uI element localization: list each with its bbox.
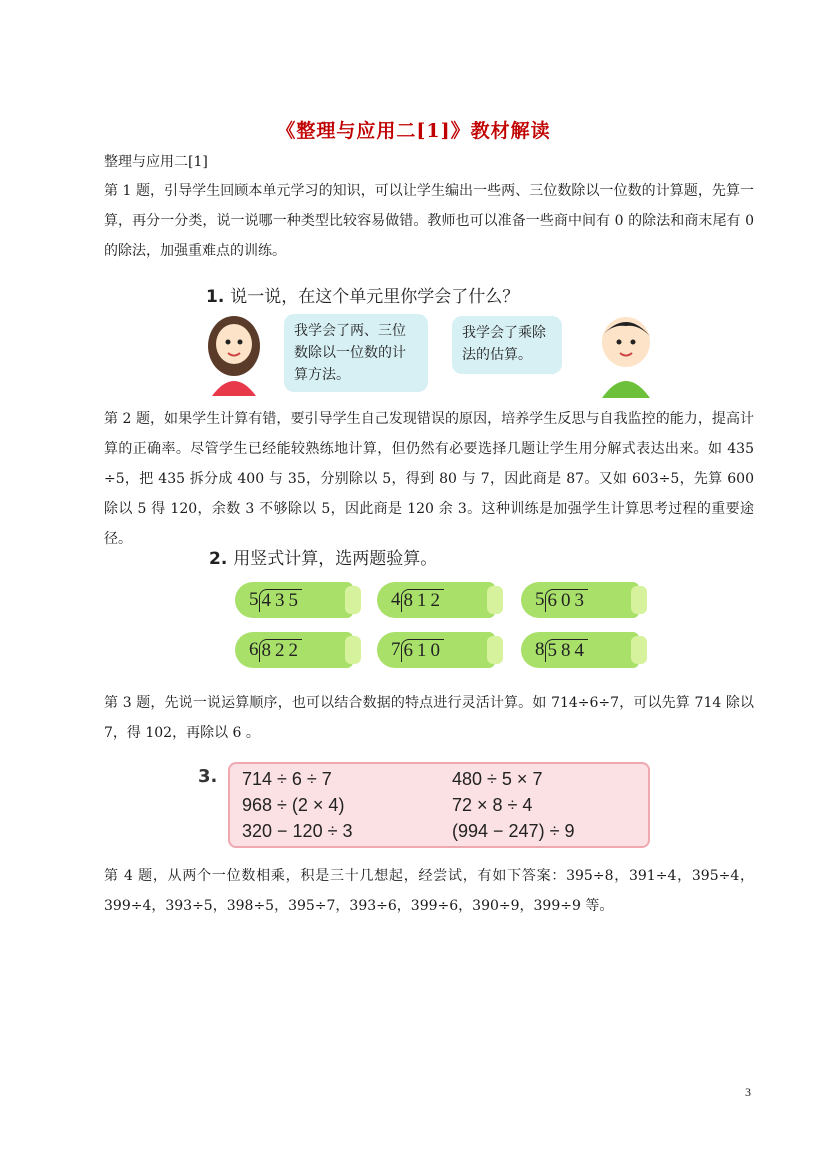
page-title: 《整理与应用二[1]》教材解读: [276, 120, 551, 142]
figure-1-title: 说一说，在这个单元里你学会了什么？: [230, 287, 520, 307]
page-number: 3: [745, 1085, 751, 1099]
paragraph-q4: 第 4 题，从两个一位数相乘，积是三十几想起，经尝试，有如下答案：395÷8，391÷4，395÷4，399÷4，393÷5，398÷5，395÷7，393÷6，399÷6，390÷9，399÷9 等。: [104, 868, 754, 914]
figure-2-number: 2.: [209, 549, 228, 569]
boy-speech-bubble: 我学会了乘除法的估算。: [452, 316, 562, 374]
figure-1-number: 1.: [206, 287, 225, 307]
figure-3-number: 3.: [198, 766, 218, 787]
expression-5: 320 − 120 ÷ 3: [242, 821, 353, 841]
figure-2-heading: [209, 544, 437, 569]
dividend: 610: [401, 639, 445, 662]
boy-illustration: [592, 308, 662, 398]
expression-2: 480 ÷ 5 × 7: [452, 769, 543, 789]
dividend: 584: [545, 639, 589, 662]
division-problem-2: [377, 582, 495, 618]
divisor: 8: [535, 639, 545, 660]
section-subtitle: 整理与应用二[1]: [104, 154, 208, 170]
division-problem-5: [377, 632, 495, 668]
expression-1: 714 ÷ 6 ÷ 7: [242, 769, 332, 789]
division-problem-3: [521, 582, 639, 618]
divisor: 4: [391, 589, 401, 610]
paragraph-q3: 第 3 题，先说一说运算顺序，也可以结合数据的特点进行灵活计算。如 714÷6÷7，可以先算 714 除以 7，得 102，再除以 6 。: [104, 695, 754, 741]
expression-6: (994 − 247) ÷ 9: [452, 821, 575, 841]
expression-4: 72 × 8 ÷ 4: [452, 795, 533, 815]
paragraph-q2: 第 2 题，如果学生计算有错，要引导学生自己发现错误的原因，培养学生反思与自我监控的能力，提高计算的正确率。尽管学生已经能较熟练地计算，但仍然有必要选择几题让学生用分解式表达出来。如 435 ÷5，把 435 拆分成 400 与 35，分别除以 5，得到 80 与 7，因此商是 87。又如 603÷5，先算 600 除以 5 得 120，余数 3 不够除以 5，因此商是 120 余 3。这种训练是加强学生计算思考过程的重要途径。: [104, 411, 754, 547]
divisor: 6: [249, 639, 259, 660]
expression-box: [228, 762, 650, 848]
figure-2: [205, 540, 645, 680]
dividend: 822: [259, 639, 303, 662]
division-problem-4: [235, 632, 353, 668]
division-problem-6: [521, 632, 639, 668]
expression-3: 968 ÷ (2 × 4): [242, 795, 345, 815]
figure-1: [200, 280, 640, 395]
girl-illustration: [200, 306, 270, 396]
figure-2-title: 用竖式计算，选两题验算。: [233, 549, 438, 569]
divisor: 7: [391, 639, 401, 660]
division-problem-1: [235, 582, 353, 618]
dividend: 603: [545, 589, 589, 612]
girl-speech-bubble: 我学会了两、三位数除以一位数的计算方法。: [284, 314, 428, 392]
figure-1-heading: [206, 282, 519, 307]
dividend: 812: [401, 589, 445, 612]
divisor: 5: [535, 589, 545, 610]
paragraph-q1: 第 1 题，引导学生回顾本单元学习的知识，可以让学生编出一些两、三位数除以一位数的计算题，先算一算，再分一分类，说一说哪一种类型比较容易做错。教师也可以准备一些商中间有 0 的除法和商末尾有 0 的除法，加强重难点的训练。: [104, 183, 754, 259]
divisor: 5: [249, 589, 259, 610]
figure-3: [198, 760, 650, 852]
dividend: 435: [259, 589, 303, 612]
